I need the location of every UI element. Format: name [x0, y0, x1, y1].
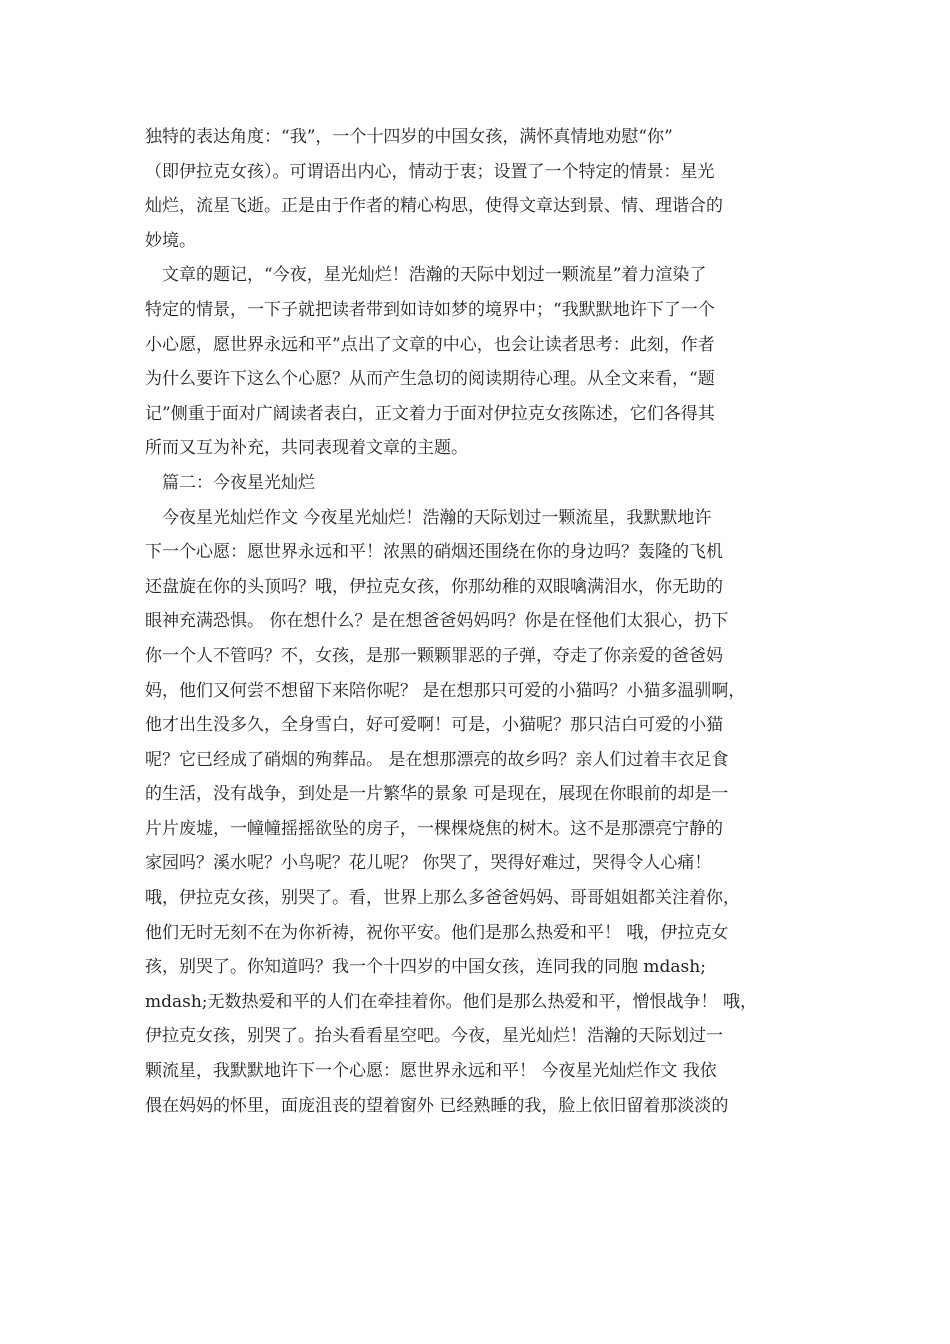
text-line: 所而又互为补充，共同表现着文章的主题。 [145, 438, 468, 459]
text-line: 妈，他们又何尝不想留下来陪你呢？ 是在想那只可爱的小猫吗？小猫多温驯啊， [145, 680, 746, 701]
text-line: 为什么要许下这么个心愿？从而产生急切的阅读期待心理。从全文来看，“题 [145, 369, 715, 390]
text-line: 记”侧重于面对广阔读者表白，正文着力于面对伊拉克女孩陈述，它们各得其 [145, 403, 715, 424]
document-body [145, 120, 820, 1123]
text-line: 今夜星光灿烂作文 今夜星光灿烂！浩瀚的天际划过一颗流星，我默默地许 [145, 507, 712, 528]
text-line: 他们无时无刻不在为你祈祷，祝你平安。他们是那么热爱和平！ 哦，伊拉克女 [145, 922, 729, 943]
text-line: 孩，别哭了。你知道吗？我一个十四岁的中国女孩，连同我的同胞 mdash; [145, 957, 706, 978]
text-line: mdash;无数热爱和平的人们在牵挂着你。他们是那么热爱和平，憎恨战争！ 哦， [145, 991, 757, 1012]
text-line: 特定的情景，一下子就把读者带到如诗如梦的境界中；“我默默地许下了一个 [145, 299, 715, 320]
text-line: 家园吗？溪水呢？小鸟呢？花儿呢？ 你哭了，哭得好难过，哭得令人心痛！ [145, 853, 712, 874]
text-line: 下一个心愿：愿世界永远和平！浓黑的硝烟还围绕在你的身边吗？轰隆的飞机 [145, 542, 723, 563]
text-line: 偎在妈妈的怀里，面庞沮丧的望着窗外 已经熟睡的我，脸上依旧留着那淡淡的 [145, 1095, 729, 1116]
text-line: 文章的题记，“今夜，星光灿烂！浩瀚的天际中划过一颗流星”着力渲染了 [145, 265, 707, 286]
text-line: 颗流星，我默默地许下一个心愿：愿世界永远和平！ 今夜星光灿烂作文 我依 [145, 1061, 717, 1082]
text-line: 的生活，没有战争，到处是一片繁华的景象 可是现在，展现在你眼前的却是一 [145, 784, 729, 805]
text-line: 还盘旋在你的头顶吗？哦，伊拉克女孩，你那幼稚的双眼噙满泪水，你无助的 [145, 576, 723, 597]
text-line: 哦，伊拉克女孩，别哭了。看，世界上那么多爸爸妈妈、哥哥姐姐都关注着你， [145, 888, 740, 909]
text-line: 小心愿，愿世界永远和平”点出了文章的中心，也会让读者思考：此刻，作者 [145, 334, 715, 355]
text-line: 片片废墟，一幢幢摇摇欲坠的房子，一棵棵烧焦的树木。这不是那漂亮宁静的 [145, 818, 723, 839]
text-line: 呢？它已经成了硝烟的殉葬品。 是在想那漂亮的故乡吗？亲人们过着丰衣足食 [145, 749, 729, 770]
text-line: 你一个人不管吗？不，女孩，是那一颗颗罪恶的子弹，夺走了你亲爱的爸爸妈 [145, 645, 723, 666]
text-line: 妙境。 [145, 230, 196, 251]
text-line: 灿烂，流星飞逝。正是由于作者的精心构思，使得文章达到景、情、理谐合的 [145, 196, 723, 217]
text-line: 他才出生没多久，全身雪白，好可爱啊！可是，小猫呢？那只洁白可爱的小猫 [145, 715, 723, 736]
text-line: 独特的表达角度：“我”，一个十四岁的中国女孩，满怀真情地劝慰“你” [145, 127, 673, 147]
text-line: （即伊拉克女孩）。可谓语出内心，情动于衷；设置了一个特定的情景：星光 [145, 161, 715, 182]
text-line: 眼神充满恐惧。 你在想什么？是在想爸爸妈妈吗？你是在怪他们太狠心，扔下 [145, 611, 729, 632]
text-line: 伊拉克女孩，别哭了。抬头看看星空吧。今夜，星光灿烂！浩瀚的天际划过一 [145, 1026, 723, 1047]
section-heading: 篇二：今夜星光灿烂 [162, 472, 315, 493]
